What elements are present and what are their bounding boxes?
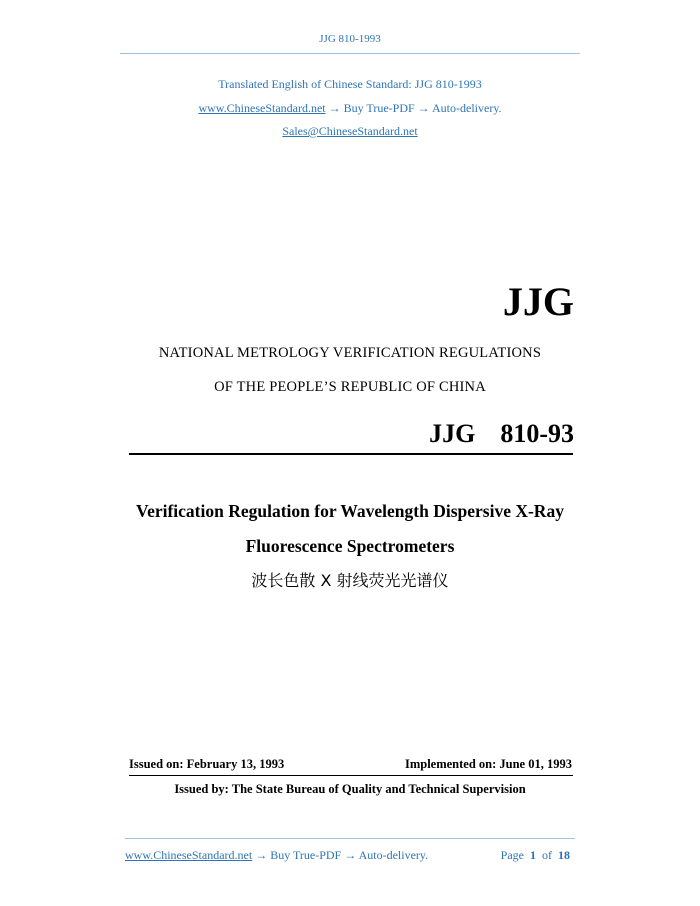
regulations-heading-line1: NATIONAL METROLOGY VERIFICATION REGULATIONS: [158, 345, 542, 361]
footer-promo: [125, 848, 428, 863]
document-title-line2: Fluorescence Spectrometers: [245, 536, 455, 556]
title-rule: [129, 453, 573, 455]
dates-rule: [129, 775, 573, 776]
regulations-heading-line2: OF THE PEOPLE’S REPUBLIC OF CHINA: [214, 379, 486, 395]
page-label: Page: [500, 848, 524, 862]
buy-pdf-text: Buy True-PDF: [343, 101, 415, 115]
email-link[interactable]: Sales@ChineseStandard.net: [282, 124, 418, 138]
email-line: [0, 124, 700, 139]
promo-line: [0, 101, 700, 116]
translation-note: Translated English of Chinese Standard: JJG 810-1993: [218, 77, 482, 91]
issued-date: Issued on: February 13, 1993: [129, 757, 285, 771]
page-indicator: [501, 848, 570, 863]
issuing-authority: Issued by: The State Bureau of Quality and Technical Supervision: [174, 782, 526, 796]
auto-delivery-text: Auto-delivery.: [432, 101, 502, 115]
standard-number: JJG 810-93: [429, 419, 574, 448]
page-current: 1: [530, 848, 536, 862]
arrow-right-icon: →: [344, 848, 357, 862]
arrow-right-icon: →: [417, 101, 430, 115]
running-header: JJG 810-1993: [319, 33, 381, 45]
page-of-label: of: [542, 848, 552, 862]
standard-prefix: JJG: [502, 279, 574, 324]
site-link[interactable]: www.ChineseStandard.net: [198, 101, 326, 115]
footer-divider: [125, 838, 575, 839]
footer-site-link[interactable]: www.ChineseStandard.net: [125, 848, 253, 862]
header-divider: [120, 53, 580, 54]
document-title-line1: Verification Regulation for Wavelength Dispersive X-Ray: [136, 501, 564, 521]
footer-buy-pdf-text: Buy True-PDF: [270, 848, 342, 862]
document-title-chinese: 波长色散 X 射线荧光光谱仪: [251, 571, 449, 590]
implemented-date: Implemented on: June 01, 1993: [404, 757, 572, 771]
page-total: 18: [558, 848, 570, 862]
footer-auto-delivery-text: Auto-delivery.: [358, 848, 429, 862]
arrow-right-icon: →: [255, 848, 268, 862]
arrow-right-icon: →: [328, 101, 341, 115]
